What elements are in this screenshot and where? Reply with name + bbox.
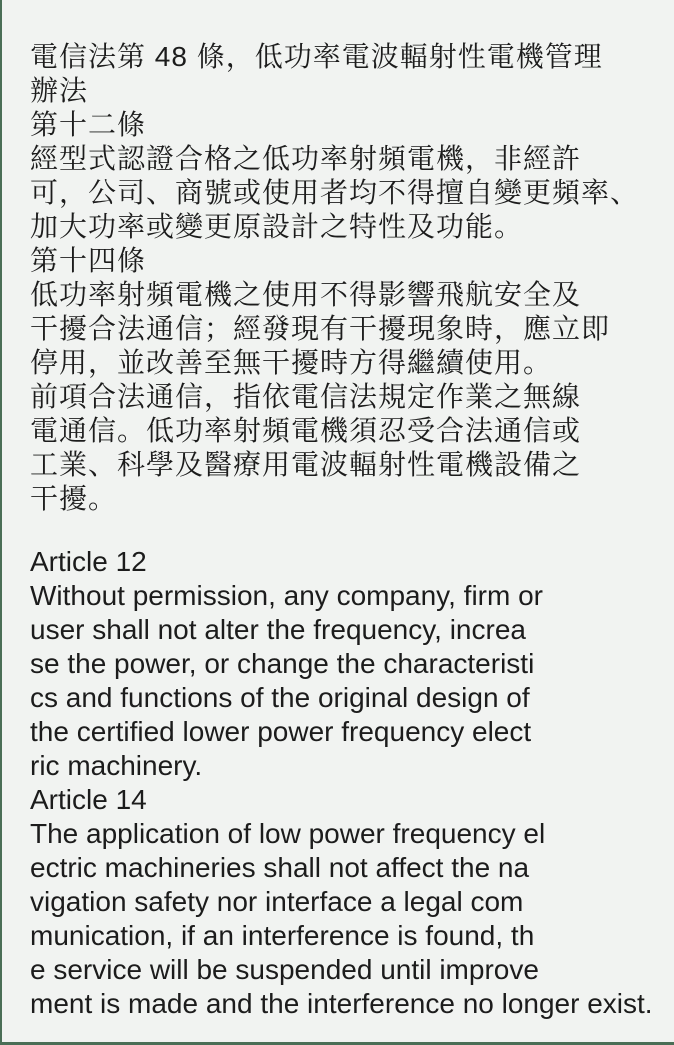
text-line: se the power, or change the characteristi	[30, 648, 535, 679]
text-line: vigation safety nor interface a legal com	[30, 886, 524, 917]
text-line: 電信法第 48 條，低功率電波輻射性電機管理	[30, 41, 603, 72]
text-line: user shall not alter the frequency, increa	[30, 614, 526, 645]
text-line: 干擾。	[30, 483, 118, 514]
text-line: 可，公司、商號或使用者均不得擅自變更頻率、	[30, 177, 640, 208]
text-line: ric machinery.	[30, 750, 203, 781]
text-line: e service will be suspended until improve	[30, 954, 539, 985]
text-line: 停用，並改善至無干擾時方得繼續使用。	[30, 347, 553, 378]
english-regulation-text	[30, 545, 656, 1021]
text-line: 電通信。低功率射頻電機須忍受合法通信或	[30, 415, 582, 446]
text-line: 辦法	[30, 75, 89, 106]
text-line: Article 12	[30, 546, 147, 577]
text-line: 經型式認證合格之低功率射頻電機，非經許	[30, 143, 582, 174]
text-line: Without permission, any company, firm or	[30, 580, 543, 611]
chinese-regulation-text	[30, 40, 656, 516]
text-line: ectric machineries shall not affect the na	[30, 852, 530, 883]
text-line: ment is made and the interference no longer exist.	[30, 988, 653, 1019]
text-line: Article 14	[30, 784, 147, 815]
text-line: munication, if an interference is found, th	[30, 920, 535, 951]
page-content	[2, 0, 674, 1021]
text-line: 第十二條	[30, 109, 147, 140]
text-line: The application of low power frequency el	[30, 818, 546, 849]
text-line: 工業、科學及醫療用電波輻射性電機設備之	[30, 449, 582, 480]
text-line: 第十四條	[30, 245, 147, 276]
text-line: 前項合法通信，指依電信法規定作業之無線	[30, 381, 582, 412]
text-line: 干擾合法通信；經發現有干擾現象時，應立即	[30, 313, 611, 344]
text-line: cs and functions of the original design of	[30, 682, 530, 713]
text-line: the certified lower power frequency elect	[30, 716, 532, 747]
text-line: 低功率射頻電機之使用不得影響飛航安全及	[30, 279, 582, 310]
text-line: 加大功率或變更原設計之特性及功能。	[30, 211, 524, 242]
